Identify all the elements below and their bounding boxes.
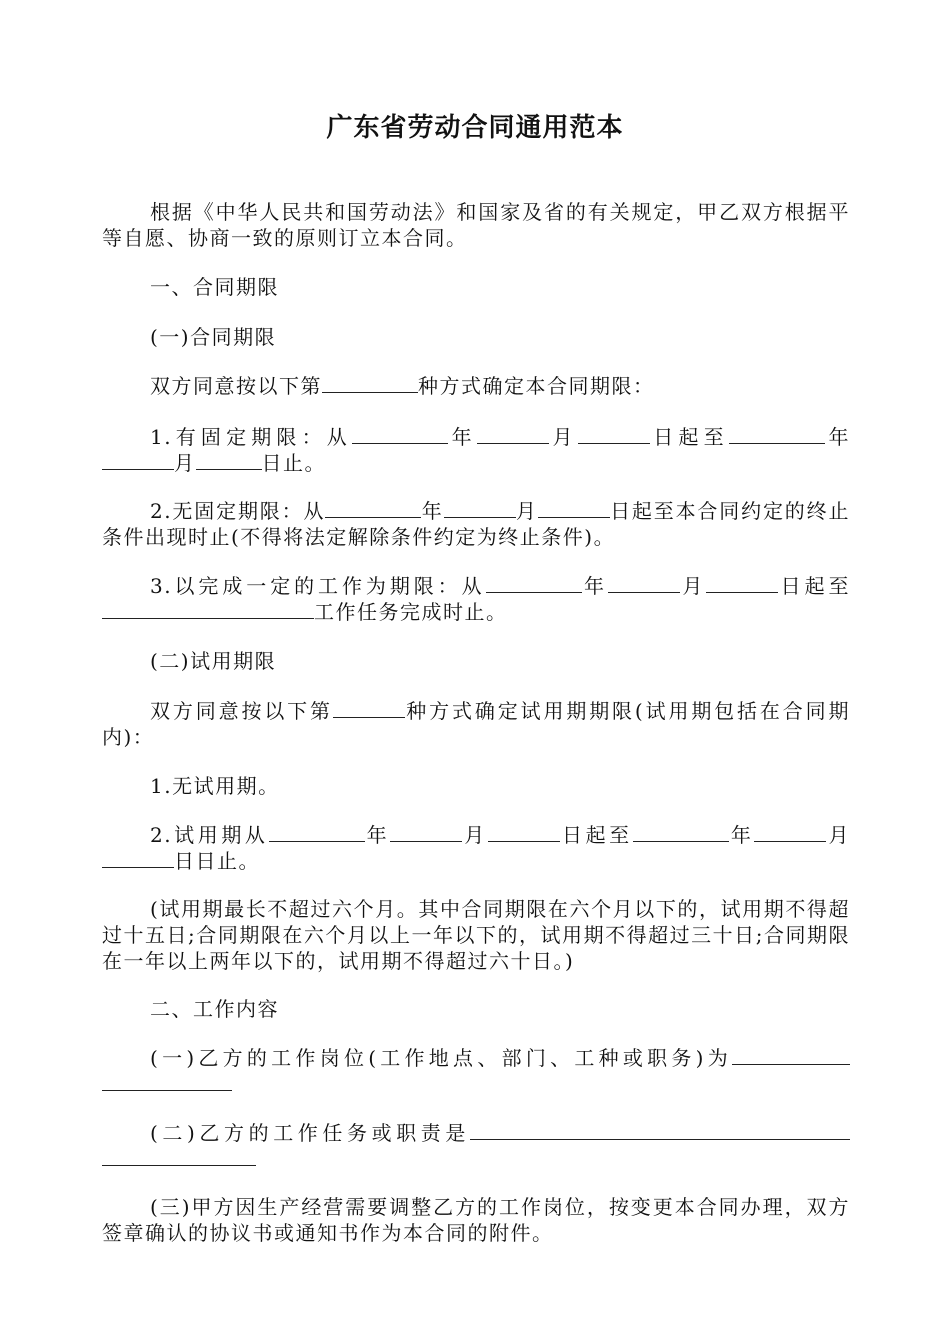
- text: 日起至: [559, 823, 633, 847]
- text: 日起至: [649, 425, 729, 449]
- text: 月: [515, 499, 538, 523]
- option-task-term: [102, 573, 850, 625]
- blank-field[interactable]: [333, 699, 405, 718]
- text: 日起至本合同约定的终止条件出现时止(不得将法定解除条件约定为终止条件)。: [102, 499, 850, 549]
- trial-option-none: 1.无试用期。: [150, 774, 280, 798]
- text: 种方式确定本合同期限：: [418, 374, 655, 398]
- text: 双方同意按以下第: [150, 374, 322, 398]
- blank-field[interactable]: [352, 425, 448, 444]
- section-heading-term: 一、合同期限: [150, 275, 279, 299]
- blank-field[interactable]: [729, 425, 825, 444]
- blank-field[interactable]: [538, 499, 610, 518]
- text: 日起至: [778, 574, 851, 598]
- text: 月: [462, 823, 488, 847]
- contract-term-intro: [102, 373, 850, 399]
- blank-field[interactable]: [102, 451, 174, 470]
- blank-field[interactable]: [102, 849, 174, 868]
- option-fixed-term: [102, 424, 850, 476]
- work-adjustment: (三)甲方因生产经营需要调整乙方的工作岗位，按变更本合同办理，双方签章确认的协议书或通知书作为本合同的附件。: [102, 1195, 850, 1245]
- subsection-heading-contract-term: (一)合同期限: [150, 325, 277, 349]
- blank-field[interactable]: [477, 425, 549, 444]
- blank-field[interactable]: [325, 499, 421, 518]
- text: 月: [679, 574, 707, 598]
- text: (二)乙方的工作任务或职责是: [150, 1121, 470, 1145]
- text: 年: [421, 499, 444, 523]
- work-position: [102, 1045, 850, 1097]
- blank-field[interactable]: [754, 823, 826, 842]
- text: 月: [174, 451, 196, 475]
- text: 日日止。: [174, 849, 260, 873]
- text: 工作任务完成时止。: [314, 600, 508, 624]
- blank-field[interactable]: [196, 451, 262, 470]
- blank-field[interactable]: [390, 823, 462, 842]
- work-duties: [102, 1120, 850, 1172]
- text: 年: [447, 425, 477, 449]
- text: 种方式确定试用期期限(试用期包括在合同期内)：: [102, 699, 851, 749]
- blank-field[interactable]: [706, 574, 778, 593]
- text: 年: [824, 425, 850, 449]
- text: 月: [548, 425, 578, 449]
- text: 月: [826, 823, 851, 847]
- intro-paragraph: 根据《中华人民共和国劳动法》和国家及省的有关规定，甲乙双方根据平等自愿、协商一致的原则订立本合同。: [102, 200, 850, 250]
- blank-field[interactable]: [444, 499, 516, 518]
- trial-intro: [102, 698, 850, 750]
- text: 3.以完成一定的工作为期限：从: [150, 574, 486, 598]
- subsection-heading-trial: (二)试用期限: [150, 649, 277, 673]
- text: 1.有固定期限：从: [150, 425, 352, 449]
- section-heading-work: 二、工作内容: [150, 997, 279, 1021]
- blank-field[interactable]: [102, 1072, 232, 1091]
- trial-note: (试用期最长不超过六个月。其中合同期限在六个月以下的，试用期不得超过十五日;合同期限在六个月以上一年以下的，试用期不得超过三十日;合同期限在一年以上两年以下的，试用期不得超过六十日。): [102, 897, 850, 973]
- blank-field[interactable]: [470, 1121, 850, 1140]
- text: 双方同意按以下第: [150, 699, 333, 723]
- blank-field[interactable]: [486, 574, 582, 593]
- document-title: 广东省劳动合同通用范本: [326, 113, 624, 143]
- blank-field[interactable]: [608, 574, 680, 593]
- blank-field[interactable]: [102, 600, 314, 619]
- text: 2.试用期从: [150, 823, 269, 847]
- text: 年: [581, 574, 608, 598]
- blank-field[interactable]: [322, 374, 418, 393]
- blank-field[interactable]: [732, 1046, 850, 1065]
- blank-field[interactable]: [269, 823, 365, 842]
- blank-field[interactable]: [102, 1147, 256, 1166]
- option-open-term: [102, 498, 850, 550]
- blank-field[interactable]: [488, 823, 560, 842]
- text: 年: [364, 823, 391, 847]
- blank-field[interactable]: [578, 425, 650, 444]
- blank-field[interactable]: [633, 823, 729, 842]
- trial-option-period: [102, 822, 850, 874]
- text: 日止。: [261, 451, 326, 475]
- text: 2.无固定期限：从: [150, 499, 326, 523]
- text: (一)乙方的工作岗位(工作地点、部门、工种或职务)为: [150, 1046, 732, 1070]
- text: 年: [728, 823, 755, 847]
